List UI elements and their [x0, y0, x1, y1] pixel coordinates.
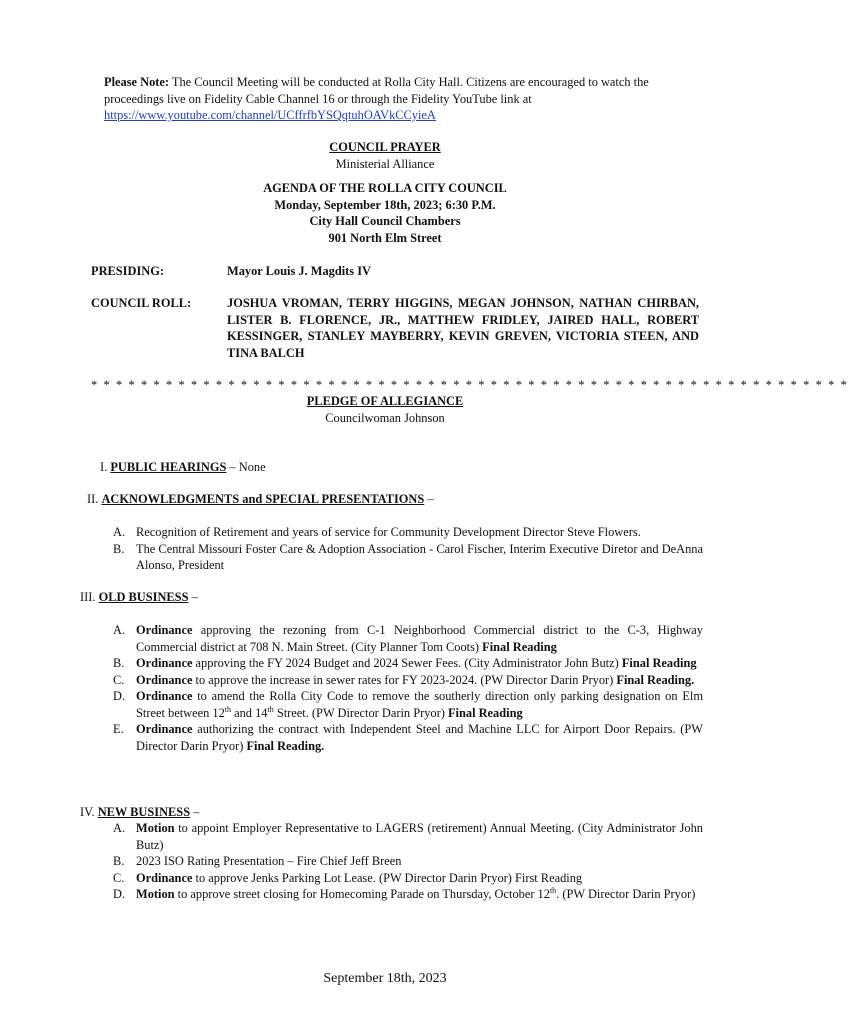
section-number: II. — [87, 492, 99, 506]
list-item: A. Ordinance approving the rezoning from C-1 Neighborhood Commercial district to the C-3, Highway Commercial district at 708 N. Main Street. (City Planner Tom Coots) Final Reading — [113, 623, 703, 654]
section-public-hearings — [100, 459, 266, 476]
list-item: D. Ordinance to amend the Rolla City Code to remove the southerly direction only parking designation on Elm Street between 12th and 14th Street. (PW Director Darin Pryor) Final Reading — [113, 689, 703, 720]
section-suffix: – None — [226, 460, 266, 474]
section-title: OLD BUSINESS — [98, 590, 189, 604]
section-suffix: – — [188, 590, 198, 604]
section-number: I. — [100, 460, 108, 474]
section-number: III. — [80, 590, 96, 604]
meeting-note — [104, 74, 704, 124]
presiding-value: Mayor Louis J. Magdits IV — [227, 264, 371, 278]
agenda-title: AGENDA OF THE ROLLA CITY COUNCIL — [263, 181, 507, 195]
agenda-date: Monday, September 18th, 2023; 6:30 P.M. — [274, 198, 496, 212]
section-old-business — [80, 589, 198, 606]
list-item: C. Ordinance to approve the increase in sewer rates for FY 2023-2024. (PW Director Darin Pryor) Final Reading. — [113, 672, 695, 687]
section-suffix: – — [190, 805, 200, 819]
list-item: A. Recognition of Retirement and years of service for Community Development Director Steve Flowers. — [113, 525, 641, 539]
list-item: D. Motion to approve street closing for Homecoming Parade on Thursday, October 12th. (PW Director Darin Pryor) — [113, 885, 696, 901]
new-business-list — [113, 820, 703, 903]
list-item: E. Ordinance authorizing the contract with Independent Steel and Machine LLC for Airport Door Repairs. (PW Director Darin Pryor) Final Reading. — [113, 722, 703, 753]
acknowledgments-list — [113, 524, 703, 574]
pledge-by: Councilwoman Johnson — [325, 411, 445, 425]
footer-date: September 18th, 2023 — [323, 971, 447, 986]
section-suffix: – — [424, 492, 434, 506]
section-new-business — [80, 804, 199, 821]
agenda-place: City Hall Council Chambers — [309, 214, 461, 228]
list-item: A. Motion to appoint Employer Representative to LAGERS (retirement) Annual Meeting. (City Administrator John Butz) — [113, 821, 703, 852]
old-business-list — [113, 622, 703, 754]
council-roll-label: COUNCIL ROLL: — [91, 296, 192, 310]
prayer-by: Ministerial Alliance — [335, 157, 435, 171]
prayer-title: COUNCIL PRAYER — [329, 140, 441, 154]
section-title: NEW BUSINESS — [97, 805, 191, 819]
list-item: C. Ordinance to approve Jenks Parking Lot Lease. (PW Director Darin Pryor) First Reading — [113, 870, 583, 885]
council-roll-value: JOSHUA VROMAN, TERRY HIGGINS, MEGAN JOHNSON, NATHAN CHIRBAN, LISTER B. FLORENCE, JR., MATTHEW FRIDLEY, JAIRED HALL, ROBERT KESSINGER, STANLEY MAYBERRY, KEVIN GREVEN, VICTORIA STEEN, AND TINA BALCH — [227, 296, 699, 360]
section-number: IV. — [80, 805, 95, 819]
star-divider: * * * * * * * * * * * * * * * * * * * * * * * * * * * * * * * * * * * * * * * * * * * * * * * * * * * * * * * * * * * * * — [91, 378, 848, 392]
note-text: The Council Meeting will be conducted at Rolla City Hall. Citizens are encouraged to watch the proceedings live on Fidelity Cable Channel 16 or through the Fidelity YouTube link at — [104, 75, 649, 106]
list-item: B. 2023 ISO Rating Presentation – Fire Chief Jeff Breen — [113, 854, 402, 868]
note-label: Please Note: — [104, 75, 170, 89]
list-item: B. The Central Missouri Foster Care & Adoption Association - Carol Fischer, Interim Executive Diretor and DeAnna Alonso, President — [113, 541, 703, 572]
presiding-label: PRESIDING: — [91, 264, 164, 278]
list-item: B. Ordinance approving the FY 2024 Budget and 2024 Sewer Fees. (City Administrator John Butz) Final Reading — [113, 656, 697, 670]
youtube-link[interactable]: https://www.youtube.com/channel/UCffrfbYSQqtuhOAVkCCyieA — [104, 108, 436, 122]
section-title: PUBLIC HEARINGS — [110, 460, 227, 474]
pledge-title: PLEDGE OF ALLEGIANCE — [306, 394, 464, 408]
section-title: ACKNOWLEDGMENTS and SPECIAL PRESENTATIONS — [101, 492, 425, 506]
agenda-address: 901 North Elm Street — [328, 231, 442, 245]
section-acknowledgments — [87, 491, 434, 508]
